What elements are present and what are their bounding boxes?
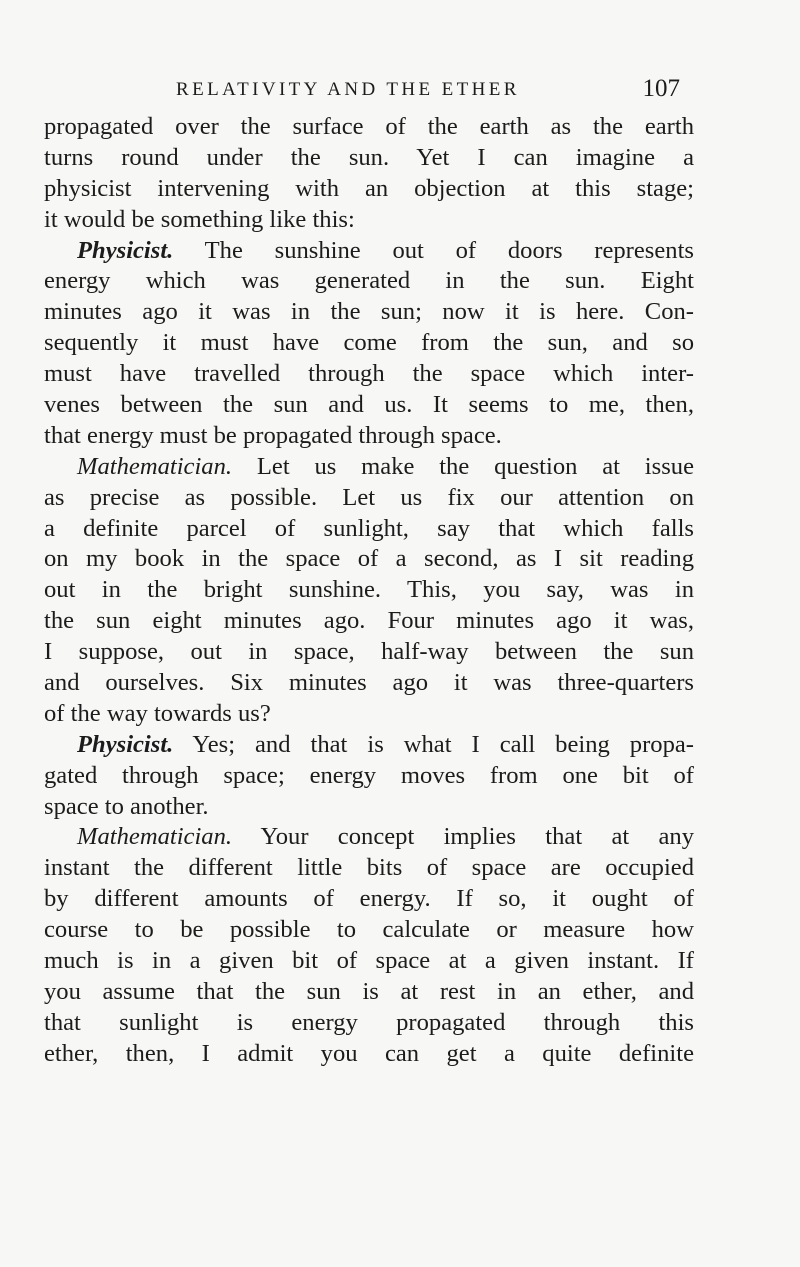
text-line: out in the bright sunshine. This, you say, was in	[44, 576, 694, 604]
speaker-label: Mathematician.	[77, 452, 233, 480]
text-line: of the way towards us?	[44, 699, 271, 727]
running-head	[176, 75, 680, 105]
speaker-label: Mathematician.	[77, 823, 233, 851]
text-line: it would be something like this:	[44, 205, 355, 233]
text-line: as precise as possible. Let us fix our attention on	[44, 483, 694, 511]
text-line: and ourselves. Six minutes ago it was three-quarters	[44, 669, 694, 697]
dialogue-line-first	[44, 452, 694, 483]
dialogue-line-first	[44, 822, 694, 853]
text-line: much is in a given bit of space at a given instant. If	[44, 947, 694, 975]
text-line: propagated over the surface of the earth as the earth	[44, 113, 694, 140]
text-line: a definite parcel of sunlight, say that which falls	[44, 514, 694, 542]
text-span: Yes; and that is what I call being propa-	[192, 730, 694, 758]
text-span: Your concept implies that at any	[260, 823, 694, 851]
running-title: RELATIVITY AND THE ETHER	[176, 79, 520, 100]
text-line: ether, then, I admit you can get a quite definite	[44, 1039, 694, 1067]
dialogue-line-first	[44, 236, 694, 267]
speaker-label: Physicist.	[77, 236, 174, 264]
body-text	[44, 112, 694, 1070]
text-span: Let us make the question at issue	[256, 452, 694, 480]
text-line: I suppose, out in space, half-way between the sun	[44, 638, 694, 666]
text-line: space to another.	[44, 792, 209, 820]
speaker-label: Physicist.	[77, 730, 174, 758]
text-line: gated through space; energy moves from one bit of	[44, 761, 694, 789]
text-line: on my book in the space of a second, as I sit reading	[44, 545, 694, 573]
text-line: that energy must be propagated through space.	[44, 421, 502, 449]
text-span: The sunshine out of doors represents	[204, 236, 694, 264]
text-line: sequently it must have come from the sun, and so	[44, 329, 694, 357]
text-line: course to be possible to calculate or measure how	[44, 916, 694, 944]
dialogue-line-first	[44, 730, 694, 761]
text-line: venes between the sun and us. It seems to me, then,	[44, 391, 694, 419]
text-line: by different amounts of energy. If so, it ought of	[44, 885, 694, 913]
page-number: 107	[642, 75, 680, 102]
text-line: physicist intervening with an objection at this stage;	[44, 174, 694, 202]
text-line: the sun eight minutes ago. Four minutes ago it was,	[44, 607, 694, 635]
text-line: minutes ago it was in the sun; now it is here. Con-	[44, 298, 694, 326]
text-line: turns round under the sun. Yet I can imagine a	[44, 143, 694, 171]
text-line: must have travelled through the space which inter-	[44, 360, 694, 388]
text-line: instant the different little bits of space are occupied	[44, 854, 694, 882]
text-line: energy which was generated in the sun. Eight	[44, 267, 694, 295]
text-line: that sunlight is energy propagated through this	[44, 1008, 694, 1036]
text-line: you assume that the sun is at rest in an ether, and	[44, 977, 694, 1005]
